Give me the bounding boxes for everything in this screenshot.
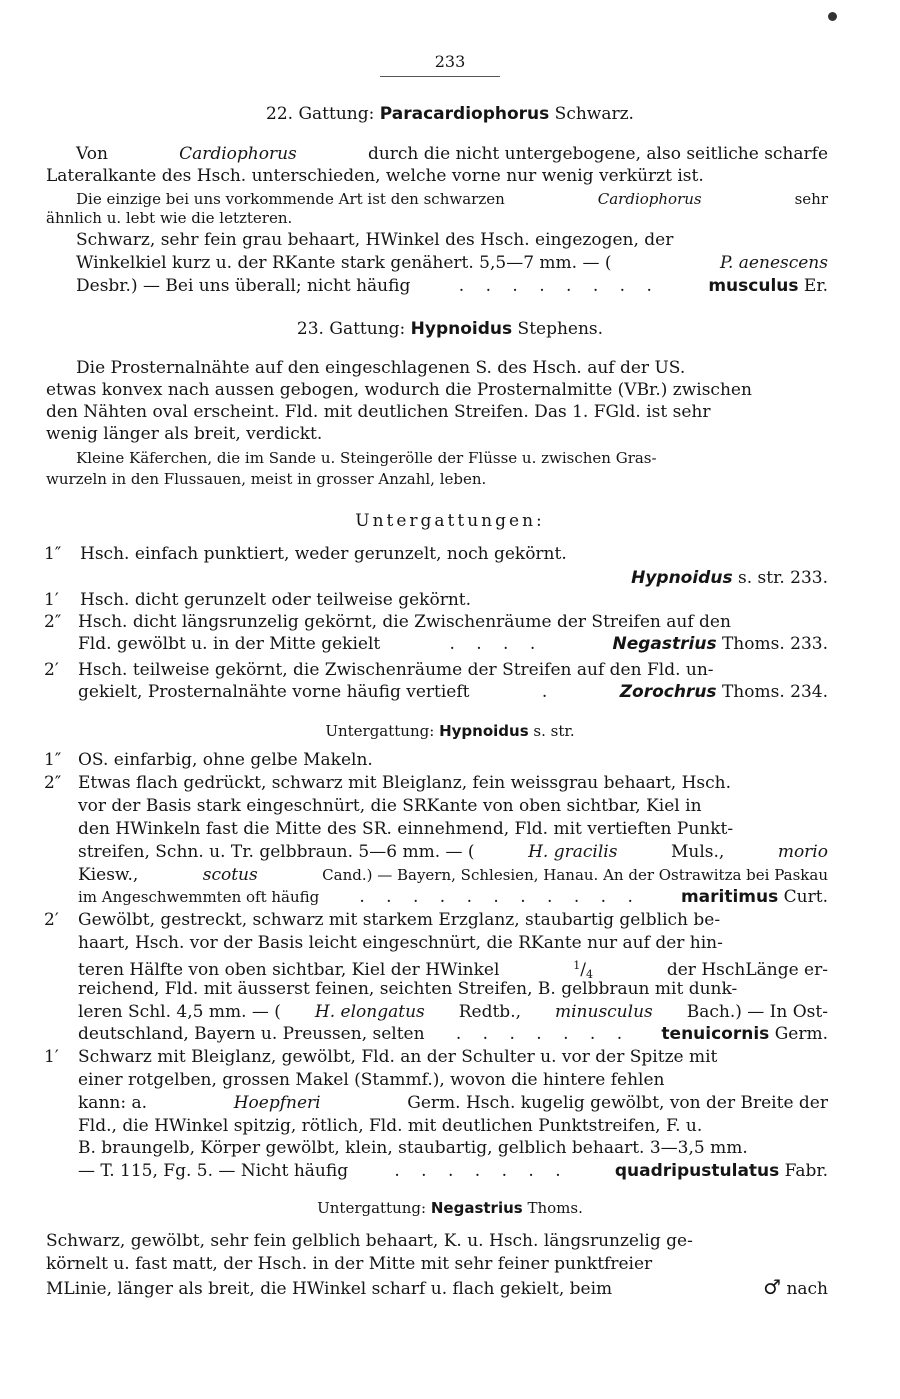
species-name: maritimus [680,887,779,907]
text-run: Etwas flach gedrückt, schwarz mit Bleiglanz, fein weissgrau behaart, Hsch. [78,773,732,793]
text-run: Hsch. teilweise gekörnt, die Zwischenräume der Streifen auf den Fld. un- [78,660,714,680]
text-run: Hoepfneri [233,1093,321,1113]
key-line [78,1001,828,1023]
subgenus-name: Zorochrus [619,682,717,702]
text-run: Fld., die HWinkel spitzig, rötlich, Fld. mit deutlichen Punktstreifen, F. u. [78,1116,703,1136]
text-run: MLinie, länger als breit, die HWinkel scharf u. flach gekielt, beim [46,1279,613,1299]
key-number: 2″ [44,773,62,793]
text-run: . . . . [449,634,544,654]
text-line [76,447,828,469]
text-run: etwas konvex nach aussen gebogen, wodurch die Prosternalmitte (VBr.) zwischen [46,380,752,400]
key-number: 1″ [44,750,62,770]
text-line [46,1276,828,1300]
text-run: Schwarz mit Bleiglanz, gewölbt, Fld. an der Schulter u. vor der Spitze mit [78,1047,718,1067]
page-number: 233 [434,52,466,71]
text-run: s. str. 233. [737,568,828,588]
text-line [76,252,828,274]
text-run: Germ. Hsch. kugelig gewölbt, von der Breite der [407,1093,828,1113]
text-run: den HWinkeln fast die Mitte des SR. einnehmend, Fld. mit vertieften Punkt- [78,819,734,839]
subgenera-heading: Untergattungen: [355,511,545,531]
text-run: Fabr. [784,1161,828,1181]
text-run: Hypnoidus [439,722,529,740]
text-run: . [541,682,548,702]
key-line [78,909,828,931]
genus-heading-paracardiophorus [0,103,900,125]
text-run: morio [777,842,828,862]
text-run: kann: a. [78,1093,148,1113]
subgenus-heading-negastrius [0,1197,900,1219]
key-line [78,1137,828,1159]
text-run: Untergattung: [325,722,435,740]
male-symbol: ♂ [763,1275,782,1299]
text-run: der HschLänge er- [666,960,828,980]
text-run: Thoms. 234. [721,682,828,702]
text-run: . . . . . . . [394,1161,569,1181]
text-run: $^1/_4$ [573,959,593,981]
key-number: 2′ [44,660,59,680]
text-line [46,1230,828,1252]
text-run: — T. 115, Fg. 5. — Nicht häufig [78,1161,349,1181]
key-number: 2′ [44,910,59,930]
genus-heading-hypnoidus [0,318,900,340]
text-run: durch die nicht untergebogene, also seitliche scharfe [367,144,828,164]
text-line [46,401,828,423]
text-run: minusculus [554,1002,653,1022]
text-run: Kiesw., [78,865,139,885]
text-run: Redtb., [458,1002,521,1022]
text-run: teren Hälfte von oben sichtbar, Kiel der HWinkel [78,960,500,980]
text-run: B. braungelb, Körper gewölbt, klein, staubartig, gelblich behaart. 3—3,5 mm. [78,1138,748,1158]
text-run: Schwarz, sehr fein grau behaart, HWinkel des Hsch. eingezogen, der [76,230,674,250]
genus-name: Paracardiophorus [379,104,550,124]
text-run [620,681,828,703]
text-run: Cardiophorus [597,190,702,208]
text-run: streifen, Schn. u. Tr. gelbbraun. 5—6 mm. — ( [78,842,475,862]
text-run: . . . . . . . . . . . [359,887,641,907]
text-run: 1 [573,959,581,972]
text-run: sehr [794,190,828,208]
text-run: Die einzige bei uns vorkommende Art ist den schwarzen [76,190,505,208]
text-run: . . . . . . . . [458,276,660,296]
text-run: Thoms. [527,1199,583,1217]
text-run: . . . . . . . [455,1024,631,1044]
text-run: scotus [202,865,258,885]
text-run: Cand.) — Bayern, Schlesien, Hanau. An der Ostrawitza bei Paskau [322,866,828,884]
text-run: Cardiophorus [179,144,297,164]
text-run: Germ. [774,1024,828,1044]
text-line [46,1253,828,1275]
text-run: Fld. gewölbt u. in der Mitte gekielt [78,634,381,654]
key-line [78,681,828,703]
text-line [76,357,828,379]
key-number: 1″ [44,544,62,564]
text-run: Lateralkante des Hsch. unterschieden, welche vorne nur wenig verkürzt ist. [46,166,704,186]
text-line: ähnlich u. lebt wie die letzteren. [46,209,293,227]
text-run: 23. Gattung: [296,319,406,339]
text-run [708,275,828,297]
text-run: Schwarz. [554,104,634,124]
key-line [631,567,828,589]
species-name: quadripustulatus [614,1161,780,1181]
text-run: Er. [803,276,828,296]
subgenus-name: Negastrius [612,634,717,654]
key-number: 1′ [44,1047,59,1067]
text-line: wurzeln in den Flussauen, meist in grosser Anzahl, leben. [46,470,487,488]
text-run: 22. Gattung: [266,104,375,124]
text-run: Die Prosternalnähte auf den eingeschlagenen S. des Hsch. auf der US. [76,358,686,378]
text-run: einer rotgelben, grossen Makel (Stammf.), wovon die hintere fehlen [78,1070,665,1090]
text-run: gekielt, Prosternalnähte vorne häufig vertieft [78,682,470,702]
text-run: im Angeschwemmten oft häufig [78,888,320,906]
text-run: haart, Hsch. vor der Basis leicht eingeschnürt, die RKante nur auf der hin- [78,933,723,953]
text-run [661,1023,828,1045]
subgenus-name: Hypnoidus [631,568,733,588]
key-line [78,864,828,886]
key-line [78,1160,828,1182]
text-run: Negastrius [430,1199,523,1217]
text-run [681,886,828,908]
text-run: Winkelkiel kurz u. der RKante stark genähert. 5,5—7 mm. — ( [76,253,612,273]
ink-speck [828,12,837,21]
text-run: körnelt u. fast matt, der Hsch. in der Mitte mit sehr feiner punktfreier [46,1254,653,1274]
key-line [78,659,828,681]
key-line: Hsch. dicht gerunzelt oder teilweise gekörnt. [80,590,472,610]
key-line [78,772,828,794]
text-run: Kleine Käferchen, die im Sande u. Steingerölle der Flüsse u. zwischen Gras- [76,449,657,467]
page-number-rule [380,76,500,77]
text-run: H. elongatus [314,1002,425,1022]
text-run: Von [76,144,108,164]
text-line: wenig länger als breit, verdickt. [46,424,323,444]
key-line [78,978,828,1000]
text-run: Muls., [670,842,725,862]
species-name: musculus [708,276,799,296]
text-run: Gewölbt, gestreckt, schwarz mit starkem Erzglanz, staubartig gelblich be- [78,910,721,930]
text-run: vor der Basis stark eingeschnürt, die SRKante von oben sichtbar, Kiel in [78,796,702,816]
text-run: reichend, Fld. mit äusserst feinen, seichten Streifen, B. gelbbraun mit dunk- [78,979,738,999]
text-line [76,143,828,165]
text-line [46,379,828,401]
text-run: P. aenescens [720,253,828,273]
key-line: OS. einfarbig, ohne gelbe Makeln. [78,750,373,770]
key-line [78,1092,828,1114]
text-run: Thoms. 233. [721,634,828,654]
subgenus-heading-hypnoidus [0,720,900,742]
text-run: H. gracilis [528,842,618,862]
text-run: Curt. [783,887,828,907]
text-run: s. str. [533,722,575,740]
key-number: 2″ [44,612,62,632]
key-line [78,1046,828,1068]
key-line [78,841,828,863]
text-run: den Nähten oval erscheint. Fld. mit deutlichen Streifen. Das 1. FGld. ist sehr [46,402,711,422]
key-number: 1′ [44,590,59,610]
text-run: Bach.) — In Ost- [686,1002,828,1022]
text-run [612,633,828,655]
genus-name: Hypnoidus [410,319,513,339]
text-run: nach [786,1279,828,1299]
text-run: Schwarz, gewölbt, sehr fein gelblich behaart, K. u. Hsch. längsrunzelig ge- [46,1231,693,1251]
text-run: Untergattung: [317,1199,427,1217]
key-line [78,932,828,954]
text-run: Stephens. [517,319,604,339]
key-line [78,795,828,817]
key-line [78,1115,828,1137]
key-line [78,611,828,633]
text-run: Desbr.) — Bei uns überall; nicht häufig [76,276,411,296]
text-run: Hsch. dicht längsrunzelig gekörnt, die Zwischenräume der Streifen auf den [78,612,731,632]
key-line: Hsch. einfach punktiert, weder gerunzelt, noch gekörnt. [80,544,567,564]
text-run [615,1160,828,1182]
key-line [78,1023,828,1045]
text-line [76,275,828,297]
key-line [78,633,828,655]
text-run: deutschland, Bayern u. Preussen, selten [78,1024,425,1044]
text-line [46,165,828,187]
species-name: tenuicornis [661,1024,770,1044]
text-run: leren Schl. 4,5 mm. — ( [78,1002,281,1022]
text-run: 4 [585,968,593,981]
text-line [76,229,828,251]
key-line [78,1069,828,1091]
text-run [763,1276,828,1300]
key-line [78,818,828,840]
key-line [78,886,828,908]
